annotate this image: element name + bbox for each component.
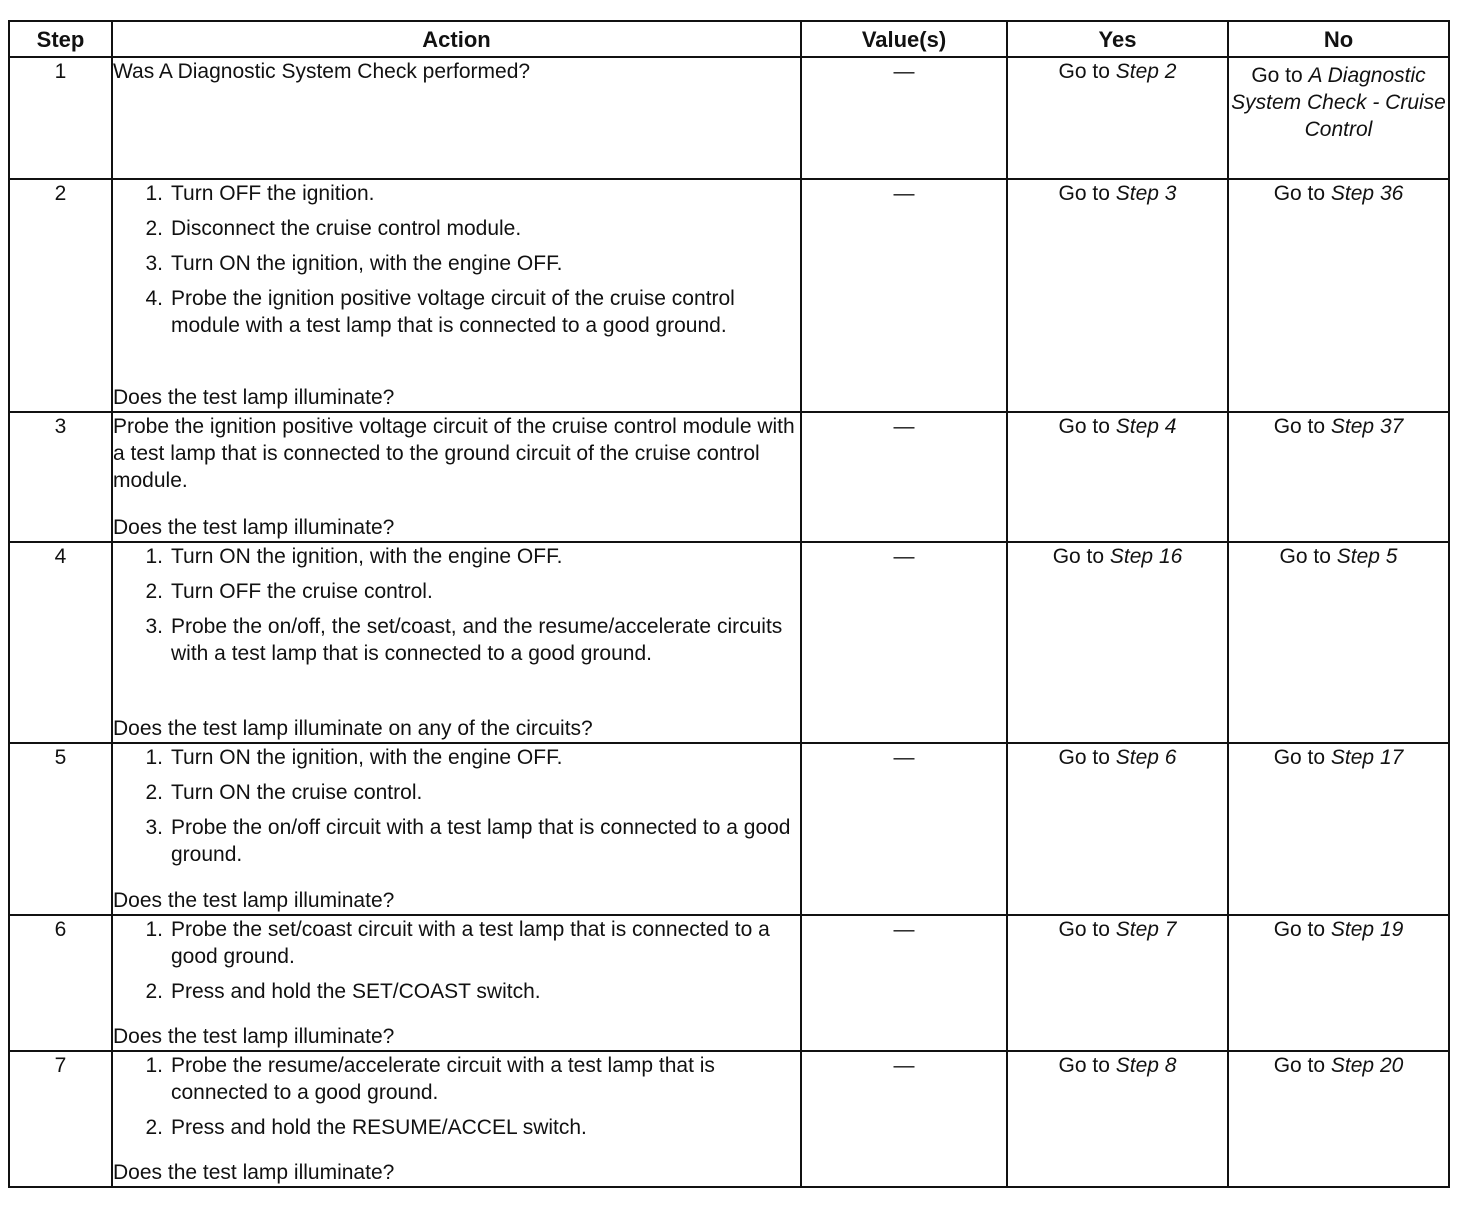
header-action: Action (112, 21, 801, 57)
action-cell (112, 542, 801, 743)
yes-target-link[interactable]: Step 7 (1115, 918, 1177, 941)
substep-item (145, 613, 800, 667)
substep-text: Probe the on/off, the set/coast, and the resume/accelerate circuits with a test lamp that is connected to a good ground. (171, 615, 783, 665)
table-row (9, 1051, 1449, 1187)
yes-target-link[interactable]: Step 4 (1115, 415, 1177, 438)
substep-list (113, 180, 800, 339)
diagnostic-table (8, 20, 1450, 1188)
action-question: Does the test lamp illuminate? (113, 1161, 395, 1184)
action-question: Does the test lamp illuminate on any of the circuits? (113, 717, 593, 740)
no-target-link[interactable]: Step 37 (1330, 415, 1404, 438)
no-cell (1228, 412, 1449, 542)
substep-number: 3. (145, 615, 163, 638)
header-yes: Yes (1007, 21, 1228, 57)
no-prefix: Go to (1273, 1054, 1326, 1077)
action-question: Does the test lamp illuminate? (113, 1025, 395, 1048)
step-number: 2 (9, 179, 112, 412)
substep-item (145, 744, 800, 771)
action-instructions (113, 916, 800, 1013)
substep-list (113, 744, 800, 868)
yes-target-link[interactable]: Step 6 (1115, 746, 1177, 769)
substep-number: 1. (145, 182, 163, 205)
substep-text: Press and hold the RESUME/ACCEL switch. (171, 1116, 587, 1139)
substep-number: 4. (145, 287, 163, 310)
no-target-link[interactable]: Step 19 (1330, 918, 1404, 941)
action-question: Does the test lamp illuminate? (113, 516, 395, 539)
no-cell (1228, 743, 1449, 915)
yes-cell (1007, 542, 1228, 743)
no-target-link[interactable]: Step 36 (1330, 182, 1404, 205)
action-content (113, 180, 800, 411)
yes-prefix: Go to (1058, 415, 1110, 438)
yes-cell (1007, 1051, 1228, 1187)
yes-cell (1007, 412, 1228, 542)
substep-number: 2. (145, 781, 163, 804)
value-cell: — (801, 743, 1007, 915)
table-row (9, 915, 1449, 1051)
action-content (113, 58, 800, 178)
action-text: Probe the ignition positive voltage circuit of the cruise control module with a test lamp that is connected to the ground circuit of the cruise control module. (113, 415, 795, 492)
yes-target-link[interactable]: Step 3 (1115, 182, 1177, 205)
action-cell (112, 412, 801, 542)
substep-number: 2. (145, 580, 163, 603)
action-cell (112, 1051, 801, 1187)
yes-target-link[interactable]: Step 16 (1109, 545, 1183, 568)
substep-text: Turn ON the ignition, with the engine OFF. (171, 746, 563, 769)
step-number: 5 (9, 743, 112, 915)
substep-number: 1. (145, 1054, 163, 1077)
action-content (113, 413, 800, 541)
no-prefix: Go to (1279, 545, 1331, 568)
action-instructions (113, 413, 800, 502)
header-no: No (1228, 21, 1449, 57)
yes-prefix: Go to (1058, 918, 1110, 941)
no-cell (1228, 57, 1449, 179)
substep-number: 2. (145, 980, 163, 1003)
action-cell (112, 179, 801, 412)
action-content (113, 916, 800, 1050)
substep-item (145, 1052, 800, 1106)
substep-item (145, 1114, 800, 1141)
action-question: Does the test lamp illuminate? (113, 889, 395, 912)
substep-text: Turn ON the cruise control. (171, 781, 423, 804)
no-prefix: Go to (1273, 746, 1326, 769)
substep-list (113, 543, 800, 667)
yes-prefix: Go to (1058, 1054, 1110, 1077)
substep-number: 3. (145, 816, 163, 839)
substep-item (145, 578, 800, 605)
table-row (9, 412, 1449, 542)
yes-target-link[interactable]: Step 8 (1115, 1054, 1177, 1077)
action-instructions (113, 744, 800, 876)
no-prefix: Go to (1273, 415, 1326, 438)
step-number: 6 (9, 915, 112, 1051)
no-cell (1228, 915, 1449, 1051)
no-target-link[interactable]: Step 20 (1330, 1054, 1404, 1077)
substep-number: 2. (145, 1116, 163, 1139)
step-number: 4 (9, 542, 112, 743)
value-cell: — (801, 542, 1007, 743)
substep-text: Turn ON the ignition, with the engine OFF. (171, 252, 563, 275)
value-cell: — (801, 1051, 1007, 1187)
yes-prefix: Go to (1058, 182, 1110, 205)
action-instructions (113, 543, 800, 675)
yes-prefix: Go to (1058, 746, 1110, 769)
no-prefix: Go to (1273, 918, 1326, 941)
table-row (9, 542, 1449, 743)
no-target-link[interactable]: Step 5 (1336, 545, 1398, 568)
substep-number: 1. (145, 746, 163, 769)
action-question: Does the test lamp illuminate? (113, 386, 395, 409)
substep-text: Turn ON the ignition, with the engine OFF. (171, 545, 563, 568)
table-body (9, 57, 1449, 1187)
yes-cell (1007, 915, 1228, 1051)
substep-item (145, 779, 800, 806)
table-row (9, 57, 1449, 179)
substep-text: Disconnect the cruise control module. (171, 217, 522, 240)
substep-item (145, 215, 800, 242)
value-cell: — (801, 57, 1007, 179)
substep-item (145, 814, 800, 868)
table-header (9, 21, 1449, 57)
step-number: 3 (9, 412, 112, 542)
substep-number: 1. (145, 545, 163, 568)
substep-text: Probe the resume/accelerate circuit with a test lamp that is connected to a good ground. (171, 1054, 715, 1104)
action-cell (112, 57, 801, 179)
no-prefix: Go to (1251, 64, 1303, 87)
action-cell (112, 743, 801, 915)
action-question: Was A Diagnostic System Check performed? (113, 60, 531, 83)
value-cell: — (801, 412, 1007, 542)
yes-cell (1007, 57, 1228, 179)
no-target-link[interactable]: A Diagnostic System Check - Cruise Control (1231, 64, 1446, 141)
no-cell (1228, 179, 1449, 412)
substep-item (145, 285, 800, 339)
header-step: Step (9, 21, 112, 57)
step-number: 1 (9, 57, 112, 179)
yes-prefix: Go to (1052, 545, 1105, 568)
substep-text: Probe the on/off circuit with a test lamp that is connected to a good ground. (171, 816, 791, 866)
no-cell (1228, 1051, 1449, 1187)
action-content (113, 543, 800, 742)
action-instructions (113, 1052, 800, 1149)
substep-item (145, 250, 800, 277)
step-number: 7 (9, 1051, 112, 1187)
yes-prefix: Go to (1058, 60, 1110, 83)
substep-list (113, 916, 800, 1005)
yes-cell (1007, 179, 1228, 412)
action-content (113, 744, 800, 914)
header-values: Value(s) (801, 21, 1007, 57)
yes-cell (1007, 743, 1228, 915)
substep-item (145, 543, 800, 570)
value-cell: — (801, 915, 1007, 1051)
yes-target-link[interactable]: Step 2 (1115, 60, 1177, 83)
no-cell (1228, 542, 1449, 743)
substep-number: 2. (145, 217, 163, 240)
substep-number: 1. (145, 918, 163, 941)
no-prefix: Go to (1273, 182, 1326, 205)
action-content (113, 1052, 800, 1186)
substep-item (145, 180, 800, 207)
table-row (9, 179, 1449, 412)
action-instructions (113, 180, 800, 347)
substep-item (145, 978, 800, 1005)
substep-number: 3. (145, 252, 163, 275)
header-row (9, 21, 1449, 57)
substep-text: Turn OFF the ignition. (171, 182, 375, 205)
action-cell (112, 915, 801, 1051)
value-cell: — (801, 179, 1007, 412)
substep-text: Turn OFF the cruise control. (171, 580, 433, 603)
substep-text: Press and hold the SET/COAST switch. (171, 980, 541, 1003)
table-row (9, 743, 1449, 915)
substep-list (113, 1052, 800, 1141)
no-target-link[interactable]: Step 17 (1330, 746, 1404, 769)
substep-item (145, 916, 800, 970)
substep-text: Probe the set/coast circuit with a test lamp that is connected to a good ground. (171, 918, 770, 968)
substep-text: Probe the ignition positive voltage circuit of the cruise control module with a test lamp that is connected to a good ground. (171, 287, 735, 337)
